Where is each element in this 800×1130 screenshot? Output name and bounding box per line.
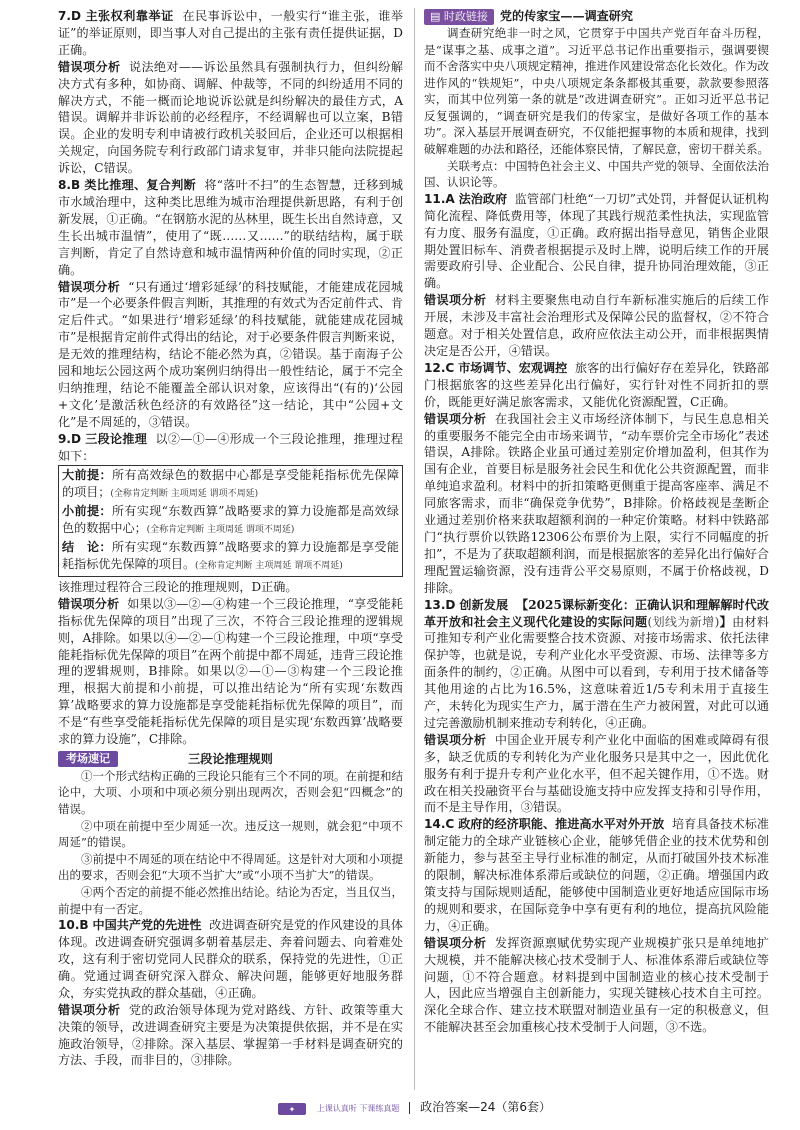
q9-error-analysis: 错误项分析 如果以③—②—④构建一个三段论推理，“享受能耗指标优先保障的项目”出现了三次，不符合三段论推理的逻辑规则，A排除。如果以④—②—①构建一个三段论推理，中项“享受能耗指标优先保障的项目”在两个前提中都不周延，违背三段论推理的逻辑规则，B排除。如果以②—①—③构建一个三段论推理，根据大前提和小前提，可以推出结论为“所有实现‘东数西算’战略要求的算力设施都是享受能耗指标优先保障的项目”，而不是“有些享受能耗指标优先保障的项目是实现‘东数西算’战略要求的算力设施”，C排除。 (58, 596, 403, 747)
q10-error-analysis: 错误项分析 党的政治领导体现为党对路线、方针、政策等重大决策的领导，改进调查研究主要是为决策提供依据，并不是在实施政治领导，②排除。深入基层、掌握第一手材料是调查研究的方法、手段，而非目的，③排除。 (58, 1002, 403, 1068)
brand-logo-icon (277, 1101, 307, 1115)
q13-error-analysis: 错误项分析 中国企业开展专利产业化中面临的困难或障碍有很多，缺乏优质的专利转化为产业化服务只是其中之一，因此优化服务有利于提升专利产业化水平，但不起关键作用，①不选。财政在相关投融资平台与基础设施支持中应发挥支持和引导作用，而不是主导作用，③错误。 (424, 732, 769, 815)
rule-2: ②中项在前提中至少周延一次。违反这一规则，就会犯“中项不周延”的错误。 (58, 818, 403, 850)
syllogism-rules (58, 751, 403, 917)
syllogism-box (58, 465, 403, 576)
q8-answer: 8.B 类比推理、复合判断 将“落叶不扫”的生态智慧，迁移到城市水域治理中，这种类比思维为城市治理提供新思路，有利于创新发展，①正确。“在钢筋水泥的丛林里，既生长出自然诗意，又生长出城市温情”，使用了“既……又……”的联结结构，属于联言判断，肯定了自然诗意和城市温情两种价值的同时实现，②正确。 (58, 178, 403, 277)
q12-answer: 12.C 市场调节、宏观调控 旅客的出行偏好存在差异化，铁路部门根据旅客的这些差异化出行偏好，实行针对性不同折扣的票价，既能更好满足旅客需求，又能优化资源配置，C正确。 (424, 360, 769, 409)
book-icon: ▤ (430, 9, 441, 23)
q12-error-analysis: 错误项分析 在我国社会主义市场经济体制下，与民生息息相关的重要服务不能完全由市场来调节，“动车票价完全市场化”表述错误，A排除。铁路企业虽可通过差别定价增加盈利，但其作为国有企业，首要目标是服务社会民生和优化公共资源配置，而非单纯追求盈利。材料中的折扣策略更侧重于提高客座率、满足不同旅客需求，而非“确保竞争优势”，B排除。价格歧视是垄断企业通过差别价格来获取超额利润的一种定价策略。材料中铁路部门“执行票价以铁路12306公布票价为上限，实行不同幅度的折扣”，不是为了获取超额利润，而是根据旅客的差异化出行偏好合理配置运输资源，没有违背公平交易原则，不属于价格歧视，D排除。 (424, 411, 769, 595)
svg-text:✦: ✦ (288, 1104, 296, 1114)
minor-premise: 小前提：所有实现“东数西算”战略要求的算力设施都是高效绿色的数据中心；(全称肯定判断 主项周延 谓项不周延) (62, 504, 399, 536)
conclusion: 结 论：所有实现“东数西算”战略要求的算力设施都是享受能耗指标优先保障的项目。(全称肯定判断 主项周延 谓项不周延) (62, 540, 399, 571)
news-header: ▤ 时政链接 党的传家宝——调查研究 (424, 8, 769, 25)
column-divider (414, 8, 415, 1090)
q7-answer: 7.D 主张权利靠举证 在民事诉讼中，一般实行“谁主张，谁举证”的举证原则，即当事人对自己提出的主张有责任提供证据，D正确。 (58, 9, 403, 57)
left-column (58, 8, 403, 1069)
rule-3: ③前提中不周延的项在结论中不得周延。这是针对大项和小项提出的要求，否则会犯“大项不当扩大”或“小项不当扩大”的错误。 (58, 851, 403, 883)
q13-answer: 13.D 创新发展 【2025课标新变化：正确认识和理解解时代改革开放和社会主义现代化建设的实际问题(划线为新增)】由材料可推知专利产业化需要整合技术资源、对接市场需求、依托法律保护等，也就是说，专利产业化水平受资源、市场、法律等多方面条件的制约，②正确。从图中可以看到，专利用于技术储备等其他用途的占比为16.5%，这意味着近1/5专利未用于直接生产，未转化为现实生产力，属于潜在生产力被闲置，对此可以通过完善激励机制来推动专利转化，④正确。 (424, 597, 769, 730)
rules-header: 考场速记 三段论推理规则 (58, 751, 403, 768)
q9-answer: 9.D 三段论推理 以②—①—④形成一个三段论推理，推理过程如下： (58, 431, 403, 463)
q14-answer: 14.C 政府的经济职能、推进高水平对外开放 培育具备技术标准制定能力的全球产业链核心企业，能够凭借企业的技术优势和创新能力，参与甚至主导行业标准的制定，从而打破国外技术标准的限制，解决标准体系滞后或缺位的问题，②正确。增强国内政策支持与国际规则适配，能够使中国制造业更好地适应国际市场的规则和要求，在国际竞争中享有更有利的地位，提高抗风险能力，④正确。 (424, 817, 769, 933)
news-points: 关联考点：中国特色社会主义、中国共产党的领导、全面依法治国、认识论等。 (424, 158, 769, 190)
news-link-box (424, 8, 769, 191)
q11-error-analysis: 错误项分析 材料主要聚焦电动自行车新标准实施后的后续工作开展，未涉及丰富社会治理形式及保障公民的监督权，②不符合题意。对于相关处置信息，政府应依法主动公开，而非根据舆情决定是否公开，④错误。 (424, 293, 769, 358)
q8-error-analysis: 错误项分析 “只有通过‘增彩延绿’的科技赋能，才能建成花园城市”是一个必要条件假言判断，其推理的有效式为否定前件式、肯定后件式。“如果进行‘增彩延绿’的科技赋能，就能建成花园城市”是根据肯定前件式得出的结论，对于必要条件假言判断来说，是无效的推理结构，结论不能必然为真，②错误。基于南海子公园和地坛公园这两个成功案例归纳得出一般性结论，属于不完全归纳推理，结论不能覆盖全部认识对象，应该得出“(有的)‘公园+文化’是激活秋色经济的有效路径”这一结论，其中“公园+文化”是不周延的，③错误。 (58, 279, 403, 429)
right-column (424, 8, 769, 1036)
answer-page (58, 8, 770, 1118)
rule-4: ④两个否定的前提不能必然推出结论。结论为否定，当且仅当，前提中有一否定。 (58, 885, 403, 916)
exam-tip-tag: 考场速记 (58, 751, 118, 767)
news-tag: ▤ 时政链接 (424, 9, 494, 25)
brand-slogan: 上课认真听 下课练真题 (316, 1104, 400, 1113)
footer-divider (409, 1102, 410, 1114)
q14-error-analysis: 错误项分析 发挥资源禀赋优势实现产业规模扩张只是单纯地扩大规模，并不能解决核心技术受制于人、标准体系滞后或缺位等问题，①不符合题意。材料提到中国制造业的核心技术受制于人，因此应当增强自主创新能力，实现关键核心技术自主可控。深化全球合作、建立技术联盟对制造业虽有一定的积极意义，但不能解决甚至会加重核心技术受制于人问题，③不选。 (424, 935, 769, 1035)
q7-error-analysis: 错误项分析 说法绝对——诉讼虽然具有强制执行力，但纠纷解决方式有多种，如协商、调解、仲裁等，不同的纠纷适用不同的解决方式，不能一概而论地说诉讼就是纠纷解决的最佳方式，A错误。调解并非诉讼前的必经程序，不经调解也可以立案，B错误。企业的发明专利申请被行政机关驳回后，企业还可以根据相关规定，向国务院专利行政部门请求复审，并非只能向法院提起诉讼，C错误。 (58, 59, 403, 176)
news-body: 调查研究绝非一时之风，它贯穿于中国共产党百年奋斗历程，是“谋事之基、成事之道”。习近平总书记作出重要指示，强调要锲而不舍落实中央八项规定精神，推进作风建设常态化长效化。作为改进作风的“铁规矩”，中央八项规定条条都极其重要，款款要参照落实，而其中位列第一条的就是“改进调查研究”。正如习近平总书记反复强调的，“调查研究是我们的传家宝，是做好各项工作的基本功”。深入基层开展调查研究，不仅能把握事物的本质和规律，找到破解难题的办法和路径，还能体察民情，了解民意，密切干群关系。 (424, 25, 769, 157)
q9-after: 该推理过程符合三段论的推理规则，D正确。 (58, 579, 298, 594)
major-premise: 大前提：所有高效绿色的数据中心都是享受能耗指标优先保障的项目；(全称肯定判断 主项周延 谓项不周延) (62, 468, 399, 500)
q11-answer: 11.A 法治政府 监管部门杜绝“一刀切”式处罚，并督促认证机构简化流程、降低费用等，体现了其践行规范柔性执法，实现监管有力度、服务有温度，①正确。政府据出指导意见，销售企业限期处置旧标车、消费者根据提示及时上牌，说明后续工作的开展需要政府引导、企业配合、公民自律，提升协同治理效能，③正确。 (424, 191, 769, 291)
page-footer (58, 1096, 770, 1118)
q10-answer: 10.B 中国共产党的先进性 改进调查研究是党的作风建设的具体体现。改进调查研究强调多朝着基层走、奔着问题去、向着难处攻，这有利于密切党同人民群众的联系，保持党的先进性，①正确。党通过调查研究深入群众、解决问题，能够更好地服务群众，夯实党执政的群众基础，④正确。 (58, 918, 403, 1000)
page-label: 政治答案—24（第6套） (420, 1100, 551, 1114)
rule-1: ①一个形式结构正确的三段论只能有三个不同的项。在前提和结论中，大项、小项和中项必须分别出现两次，否则会犯“四概念”的错误。 (58, 768, 403, 817)
